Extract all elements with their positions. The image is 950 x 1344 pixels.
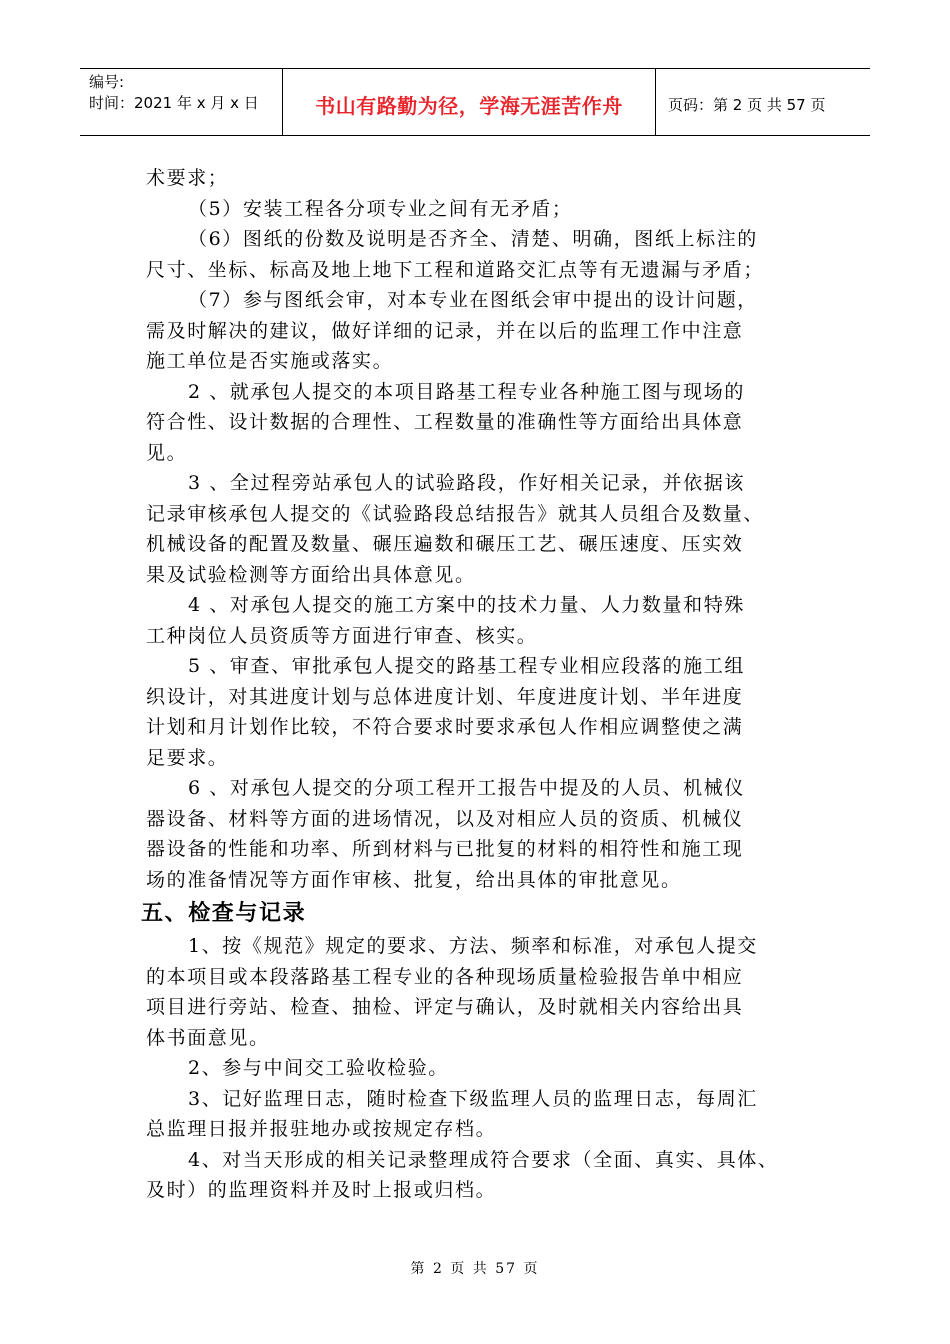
body-line: 器设备、材料等方面的进场情况，以及对相应人员的资质、机械仪 bbox=[146, 807, 744, 830]
body-line: 计划和月计划作比较，不符合要求时要求承包人作相应调整使之满 bbox=[146, 716, 744, 738]
body-line: 工种岗位人员资质等方面进行审查、核实。 bbox=[146, 624, 538, 647]
body-line: 6 、对承包人提交的分项工程开工报告中提及的人员、机械仪 bbox=[188, 777, 745, 799]
body-line: 及时）的监理资料并及时上报或归档。 bbox=[146, 1179, 497, 1201]
page-header bbox=[80, 68, 870, 136]
document-date: 时间：2021 年 x 月 x 日 bbox=[89, 94, 259, 112]
header-meta bbox=[80, 69, 282, 135]
page-footer: 第 2 页 共 57 页 bbox=[410, 1261, 540, 1277]
body-line: 见。 bbox=[146, 441, 188, 464]
document-number-label: 编号: bbox=[89, 73, 125, 91]
body-line: 项目进行旁站、检查、抽检、评定与确认，及时就相关内容给出具 bbox=[146, 996, 744, 1018]
body-line: 体书面意见。 bbox=[146, 1026, 270, 1049]
header-page-info: 页码：第 2 页 共 57 页 bbox=[668, 95, 826, 114]
body-line: 场的准备情况等方面作审核、批复，给出具体的审批意见。 bbox=[146, 868, 682, 891]
body-line: 3、记好监理日志，随时检查下级监理人员的监理日志，每周汇 bbox=[188, 1087, 758, 1110]
body-line: （5）安装工程各分项专业之间有无矛盾； bbox=[188, 197, 573, 220]
body-line: 1、按《规范》规定的要求、方法、频率和标准，对承包人提交 bbox=[188, 935, 758, 957]
document-body bbox=[141, 163, 836, 1206]
body-line: 织设计，对其进度计划与总体进度计划、年度进度计划、半年进度 bbox=[146, 685, 744, 708]
body-line: 2 、就承包人提交的本项目路基工程专业各种施工图与现场的 bbox=[188, 380, 745, 403]
body-line: 施工单位是否实施或落实。 bbox=[146, 350, 394, 372]
body-line: 器设备的性能和功率、所到材料与已批复的材料的相符性和施工现 bbox=[146, 838, 744, 860]
body-line: 足要求。 bbox=[146, 746, 229, 769]
body-line: 机械设备的配置及数量、碾压遍数和碾压工艺、碾压速度、压实效 bbox=[146, 533, 744, 555]
body-line: 4 、对承包人提交的施工方案中的技术力量、人力数量和特殊 bbox=[188, 594, 745, 616]
body-line: 术要求； bbox=[146, 167, 229, 189]
body-line: 尺寸、坐标、标高及地上地下工程和道路交汇点等有无遗漏与矛盾； bbox=[146, 258, 765, 281]
body-line: 5 、审查、审批承包人提交的路基工程专业相应段落的施工组 bbox=[188, 655, 745, 677]
body-line: （7）参与图纸会审，对本专业在图纸会审中提出的设计问题， bbox=[188, 289, 758, 311]
body-line: 4、对当天形成的相关记录整理成符合要求（全面、真实、具体、 bbox=[188, 1148, 779, 1171]
header-motto: 书山有路勤为径，学海无涯苦作舟 bbox=[282, 69, 656, 135]
section-heading: 五、检查与记录 bbox=[141, 901, 307, 926]
body-line: 记录审核承包人提交的《试验路段总结报告》就其人员组合及数量、 bbox=[146, 502, 765, 525]
body-line: 符合性、设计数据的合理性、工程数量的准确性等方面给出具体意 bbox=[146, 411, 744, 433]
body-line: 果及试验检测等方面给出具体意见。 bbox=[146, 563, 476, 586]
body-line: （6）图纸的份数及说明是否齐全、清楚、明确，图纸上标注的 bbox=[188, 228, 758, 250]
body-line: 需及时解决的建议，做好详细的记录，并在以后的监理工作中注意 bbox=[146, 319, 744, 342]
body-line: 总监理日报并报驻地办或按规定存档。 bbox=[146, 1118, 497, 1140]
body-line: 2、参与中间交工验收检验。 bbox=[188, 1057, 449, 1079]
body-line: 的本项目或本段落路基工程专业的各种现场质量检验报告单中相应 bbox=[146, 965, 744, 988]
body-line: 3 、全过程旁站承包人的试验路段，作好相关记录，并依据该 bbox=[188, 472, 745, 494]
